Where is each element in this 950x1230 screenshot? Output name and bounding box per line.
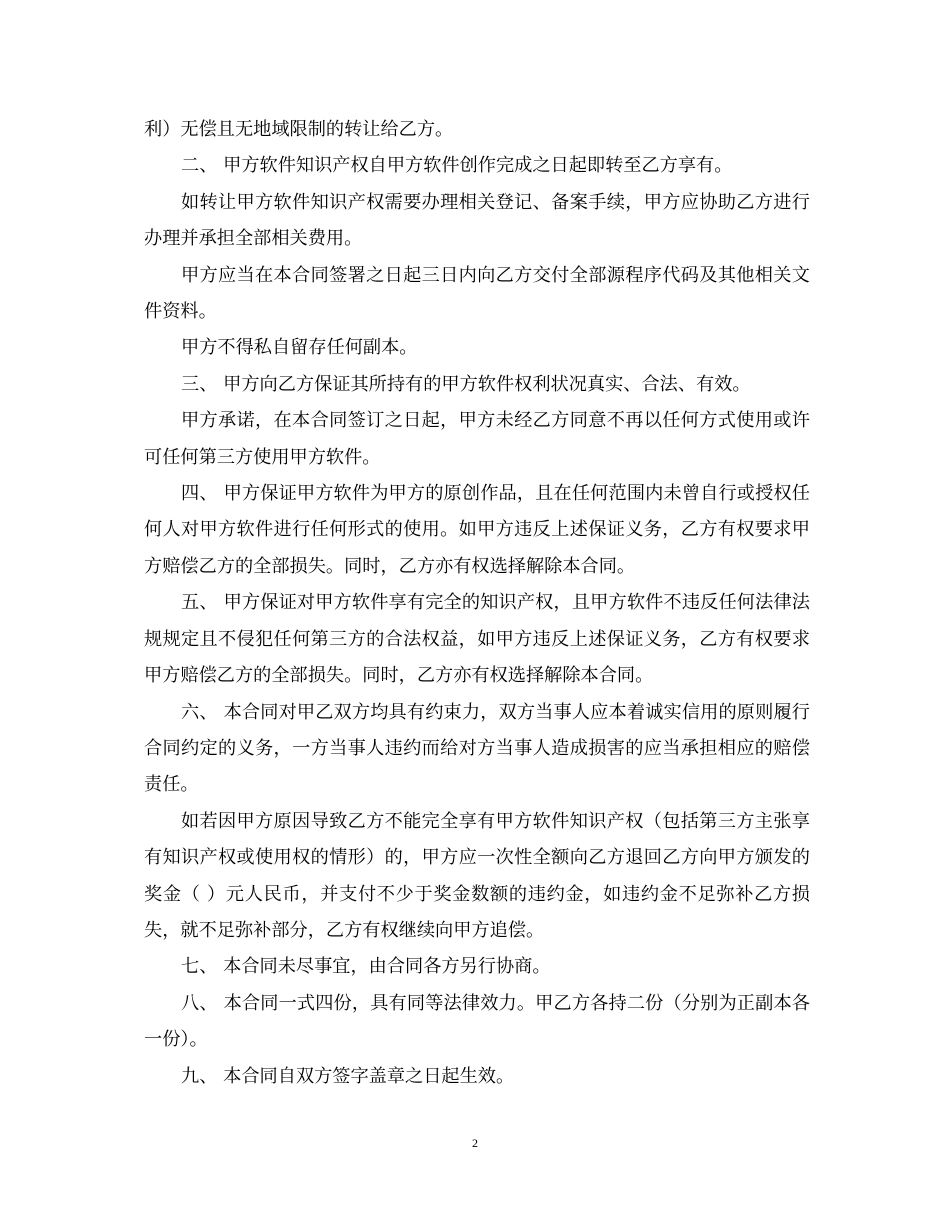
clause-6: 六、 本合同对甲乙双方均具有约束力，双方当事人应本着诚实信用的原则履行合同约定的义务，一方当事人违约而给对方当事人造成损害的应当承担相应的赔偿责任。 bbox=[144, 701, 810, 796]
clause-5: 五、 甲方保证对甲方软件享有完全的知识产权，且甲方软件不违反任何法律法规规定且不侵犯任何第三方的合法权益，如甲方违反上述保证义务，乙方有权要求甲方赔偿乙方的全部损失。同时，乙方亦有权选择解除本合同。 bbox=[144, 592, 810, 687]
document-page bbox=[144, 112, 810, 1095]
clause-8: 八、 本合同一式四份，具有同等法律效力。甲乙方各持二份（分别为正副本各一份）。 bbox=[144, 992, 810, 1051]
clause-2-registration: 如转让甲方软件知识产权需要办理相关登记、备案手续，甲方应协助乙方进行办理并承担全部相关费用。 bbox=[144, 191, 810, 250]
clause-9: 九、 本合同自双方签字盖章之日起生效。 bbox=[181, 1065, 515, 1087]
page-number: 2 bbox=[472, 1136, 478, 1150]
clause-2: 二、 甲方软件知识产权自甲方软件创作完成之日起即转至乙方享有。 bbox=[181, 155, 733, 177]
clause-3: 三、 甲方向乙方保证其所持有的甲方软件权利状况真实、合法、有效。 bbox=[181, 373, 751, 395]
clause-3-commitment: 甲方承诺，在本合同签订之日起，甲方未经乙方同意不再以任何方式使用或许可任何第三方使用甲方软件。 bbox=[144, 410, 810, 468]
clause-7: 七、 本合同未尽事宜，由合同各方另行协商。 bbox=[181, 956, 551, 978]
clause-4: 四、 甲方保证甲方软件为甲方的原创作品，且在任何范围内未曾自行或授权任何人对甲方软件进行任何形式的使用。如甲方违反上述保证义务，乙方有权要求甲方赔偿乙方的全部损失。同时，乙方亦有权选择解除本合同。 bbox=[144, 483, 810, 577]
clause-2-no-copies: 甲方不得私自留存任何副本。 bbox=[181, 337, 418, 359]
clause-2-delivery: 甲方应当在本合同签署之日起三日内向乙方交付全部源程序代码及其他相关文件资料。 bbox=[144, 264, 810, 323]
clause-6-breach: 如若因甲方原因导致乙方不能完全享有甲方软件知识产权（包括第三方主张享有知识产权或使用权的情形）的，甲方应一次性全额向乙方退回乙方向甲方颁发的奖金（ ）元人民币，并支付不少于奖金数额的违约金，如违约金不足弥补乙方损失，就不足弥补部分，乙方有权继续向甲方追偿。 bbox=[144, 810, 810, 941]
paragraph-continuation: 利）无偿且无地域限制的转让给乙方。 bbox=[144, 119, 454, 140]
